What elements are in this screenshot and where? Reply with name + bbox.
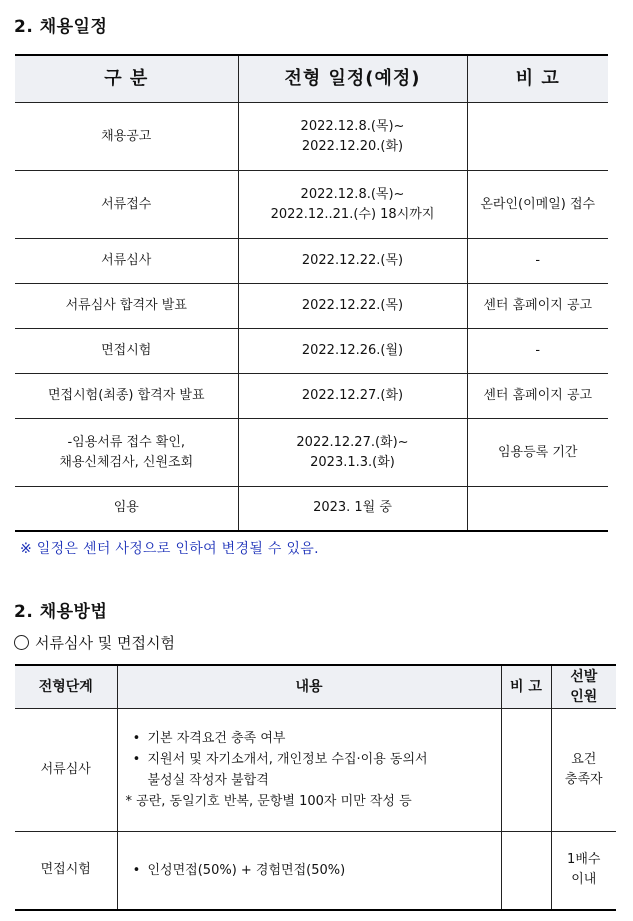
row-note: 센터 홈페이지 공고 [467,374,608,419]
row-date: 2023. 1월 중 [238,487,467,531]
row-note [467,103,608,171]
row-item: 서류접수 [15,171,238,239]
header-category: 구 분 [15,55,238,103]
row-item: 서류심사 합격자 발표 [15,284,238,329]
schedule-table [15,54,608,532]
table-row [15,487,608,531]
table-row [15,832,616,910]
circle-icon [14,635,29,650]
row-item: 채용공고 [15,103,238,171]
table-row [15,171,608,239]
row-stage: 면접시험 [15,832,117,910]
header-content: 내용 [117,665,501,709]
row-note: 임용등록 기간 [467,419,608,487]
row-date: 2022.12.8.(목)~ 2022.12..21.(수) 18시까지 [238,171,467,239]
table-row [15,284,608,329]
method-subtitle: 서류심사 및 면접시험 [14,632,175,653]
section-title-schedule: 2. 채용일정 [14,17,108,37]
header-schedule: 전형 일정(예정) [238,55,467,103]
table-row [15,103,608,171]
row-date: 2022.12.22.(목) [238,239,467,284]
header-select: 선발 인원 [551,665,616,709]
table-row [15,419,608,487]
table-row [15,374,608,419]
section-title-method: 2. 채용방법 [14,602,108,622]
table-row [15,709,616,832]
row-item: 임용 [15,487,238,531]
row-date: 2022.12.27.(화)~ 2023.1.3.(화) [238,419,467,487]
row-content: • 기본 자격요건 충족 여부 • 지원서 및 자기소개서, 개인정보 수집·이용 동의서 불성실 작성자 불합격 * 공란, 동일기호 반복, 문항별 100자 미만 작성 등 [117,709,501,832]
row-stage: 서류심사 [15,709,117,832]
row-note [501,832,551,910]
row-note: 센터 홈페이지 공고 [467,284,608,329]
method-table [15,664,616,911]
row-date: 2022.12.8.(목)~ 2022.12.20.(화) [238,103,467,171]
table-row [15,239,608,284]
method-header-row [15,665,616,709]
row-date: 2022.12.27.(화) [238,374,467,419]
row-content: • 인성면접(50%) + 경험면접(50%) [117,832,501,910]
header-stage: 전형단계 [15,665,117,709]
header-remarks: 비 고 [467,55,608,103]
row-date: 2022.12.22.(목) [238,284,467,329]
row-note [467,487,608,531]
row-item: 면접시험 [15,329,238,374]
row-note [501,709,551,832]
row-note: - [467,329,608,374]
schedule-footnote: ※ 일정은 센터 사정으로 인하여 변경될 수 있음. [20,541,319,557]
row-item: -임용서류 접수 확인, 채용신체검사, 신원조회 [15,419,238,487]
row-note: - [467,239,608,284]
table-row [15,329,608,374]
header-note: 비 고 [501,665,551,709]
row-note: 온라인(이메일) 접수 [467,171,608,239]
row-date: 2022.12.26.(월) [238,329,467,374]
row-item: 서류심사 [15,239,238,284]
row-item: 면접시험(최종) 합격자 발표 [15,374,238,419]
row-select: 1배수 이내 [551,832,616,910]
row-select: 요건 충족자 [551,709,616,832]
schedule-header-row [15,55,608,103]
